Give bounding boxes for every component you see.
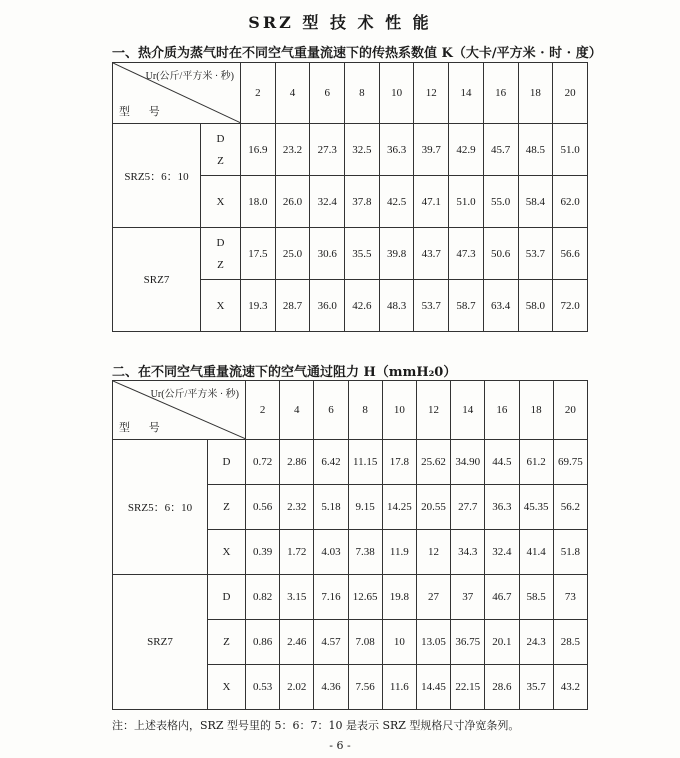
value-cell: 58.0 (518, 280, 553, 332)
type-cell: Z (208, 485, 246, 530)
value-cell: 30.6 (310, 228, 345, 280)
value-cell: 2.32 (280, 485, 314, 530)
value-cell: 35.7 (519, 665, 553, 710)
value-cell: 0.53 (246, 665, 280, 710)
value-cell: 4.57 (314, 620, 348, 665)
table-row (113, 575, 588, 620)
page-number: - 6 - (329, 739, 351, 752)
header-row (113, 381, 588, 440)
value-cell: 1.72 (280, 530, 314, 575)
value-cell: 0.39 (246, 530, 280, 575)
type-cell (201, 280, 241, 332)
table-row (113, 228, 588, 280)
value-cell: 12 (416, 530, 450, 575)
value-cell: 45.35 (519, 485, 553, 530)
value-cell: 39.7 (414, 124, 449, 176)
type-cell: D (208, 440, 246, 485)
value-cell: 34.3 (451, 530, 485, 575)
type-code: X (216, 195, 225, 208)
air-resistance-table (112, 380, 588, 710)
value-cell: 56.2 (553, 485, 587, 530)
section1-title: 一、热介质为蒸气时在不同空气重量流速下的传热系数值 K（大卡/平方米 · 时 · 度） (112, 46, 602, 61)
value-cell: 43.7 (414, 228, 449, 280)
speed-header: 14 (449, 63, 484, 124)
value-cell: 48.5 (518, 124, 553, 176)
heat-transfer-table (112, 62, 588, 332)
speed-header-label: Ur(公斤/平方米 · 秒) (145, 71, 234, 82)
value-cell: 50.6 (483, 228, 518, 280)
model-header-label: 型 号 (119, 422, 168, 434)
speed-header: 18 (519, 381, 553, 440)
value-cell: 7.08 (348, 620, 382, 665)
value-cell: 19.3 (241, 280, 276, 332)
value-cell: 0.86 (246, 620, 280, 665)
speed-header: 4 (280, 381, 314, 440)
value-cell: 47.1 (414, 176, 449, 228)
type-code: X (216, 299, 225, 312)
value-cell: 37 (451, 575, 485, 620)
value-cell: 35.5 (345, 228, 380, 280)
value-cell: 42.5 (379, 176, 414, 228)
type-code: D (216, 132, 225, 145)
value-cell: 53.7 (518, 228, 553, 280)
value-cell: 11.6 (382, 665, 416, 710)
speed-header-label: Ur(公斤/平方米 · 秒) (150, 389, 239, 400)
value-cell: 19.8 (382, 575, 416, 620)
diagonal-header-cell (113, 63, 241, 124)
value-cell: 2.02 (280, 665, 314, 710)
type-cell: Z (208, 620, 246, 665)
footnote: 注：上述表格内，SRZ 型号里的 5：6：7：10 是表示 SRZ 型规格尺寸净宽条列。 (112, 719, 520, 732)
value-cell: 55.0 (483, 176, 518, 228)
value-cell: 47.3 (449, 228, 484, 280)
value-cell: 7.56 (348, 665, 382, 710)
speed-header: 8 (345, 63, 380, 124)
value-cell: 24.3 (519, 620, 553, 665)
value-cell: 27 (416, 575, 450, 620)
value-cell: 36.0 (310, 280, 345, 332)
value-cell: 44.5 (485, 440, 519, 485)
model-name: SRZ5：6：10 (113, 124, 201, 228)
speed-header: 16 (485, 381, 519, 440)
type-cell: D (208, 575, 246, 620)
value-cell: 36.75 (451, 620, 485, 665)
value-cell: 72.0 (553, 280, 588, 332)
value-cell: 2.86 (280, 440, 314, 485)
type-code: D (216, 236, 225, 249)
value-cell: 51.8 (553, 530, 587, 575)
value-cell: 39.8 (379, 228, 414, 280)
value-cell: 20.55 (416, 485, 450, 530)
model-header-label: 型 号 (119, 106, 168, 118)
value-cell: 13.05 (416, 620, 450, 665)
type-cell: X (208, 530, 246, 575)
value-cell: 11.9 (382, 530, 416, 575)
value-cell: 42.6 (345, 280, 380, 332)
value-cell: 34.90 (451, 440, 485, 485)
value-cell: 42.9 (449, 124, 484, 176)
speed-header: 10 (382, 381, 416, 440)
value-cell: 32.5 (345, 124, 380, 176)
value-cell: 14.45 (416, 665, 450, 710)
speed-header: 4 (275, 63, 310, 124)
model-name: SRZ5：6：10 (113, 440, 208, 575)
value-cell: 58.5 (519, 575, 553, 620)
header-row (113, 63, 588, 124)
value-cell: 36.3 (485, 485, 519, 530)
value-cell: 28.6 (485, 665, 519, 710)
value-cell: 26.0 (275, 176, 310, 228)
value-cell: 53.7 (414, 280, 449, 332)
value-cell: 51.0 (553, 124, 588, 176)
value-cell: 27.3 (310, 124, 345, 176)
value-cell: 0.72 (246, 440, 280, 485)
value-cell: 17.5 (241, 228, 276, 280)
value-cell: 41.4 (519, 530, 553, 575)
value-cell: 46.7 (485, 575, 519, 620)
value-cell: 32.4 (485, 530, 519, 575)
value-cell: 25.62 (416, 440, 450, 485)
type-code: Z (217, 258, 224, 271)
speed-header: 6 (314, 381, 348, 440)
value-cell: 43.2 (553, 665, 587, 710)
value-cell: 73 (553, 575, 587, 620)
value-cell: 25.0 (275, 228, 310, 280)
value-cell: 45.7 (483, 124, 518, 176)
value-cell: 10 (382, 620, 416, 665)
value-cell: 63.4 (483, 280, 518, 332)
speed-header: 2 (246, 381, 280, 440)
speed-header: 8 (348, 381, 382, 440)
value-cell: 28.7 (275, 280, 310, 332)
speed-header: 20 (553, 63, 588, 124)
value-cell: 17.8 (382, 440, 416, 485)
type-code: Z (217, 154, 224, 167)
value-cell: 56.6 (553, 228, 588, 280)
table-row (113, 124, 588, 176)
value-cell: 14.25 (382, 485, 416, 530)
type-cell (201, 124, 241, 176)
value-cell: 4.36 (314, 665, 348, 710)
value-cell: 0.82 (246, 575, 280, 620)
type-cell (201, 176, 241, 228)
page-title: SRZ 型 技 术 性 能 (248, 13, 432, 32)
type-cell: X (208, 665, 246, 710)
type-cell (201, 228, 241, 280)
value-cell: 36.3 (379, 124, 414, 176)
speed-header: 16 (483, 63, 518, 124)
speed-header: 12 (416, 381, 450, 440)
value-cell: 51.0 (449, 176, 484, 228)
speed-header: 12 (414, 63, 449, 124)
value-cell: 12.65 (348, 575, 382, 620)
value-cell: 3.15 (280, 575, 314, 620)
value-cell: 32.4 (310, 176, 345, 228)
value-cell: 18.0 (241, 176, 276, 228)
value-cell: 5.18 (314, 485, 348, 530)
speed-header: 6 (310, 63, 345, 124)
value-cell: 16.9 (241, 124, 276, 176)
value-cell: 6.42 (314, 440, 348, 485)
section2-title: 二、在不同空气重量流速下的空气通过阻力 H（mmH₂0） (112, 365, 457, 380)
value-cell: 9.15 (348, 485, 382, 530)
value-cell: 28.5 (553, 620, 587, 665)
value-cell: 37.8 (345, 176, 380, 228)
value-cell: 48.3 (379, 280, 414, 332)
model-name: SRZ7 (113, 575, 208, 710)
value-cell: 22.15 (451, 665, 485, 710)
value-cell: 58.4 (518, 176, 553, 228)
speed-header: 20 (553, 381, 587, 440)
value-cell: 11.15 (348, 440, 382, 485)
speed-header: 14 (451, 381, 485, 440)
value-cell: 69.75 (553, 440, 587, 485)
model-name: SRZ7 (113, 228, 201, 332)
table-row (113, 440, 588, 485)
speed-header: 10 (379, 63, 414, 124)
value-cell: 20.1 (485, 620, 519, 665)
value-cell: 62.0 (553, 176, 588, 228)
value-cell: 23.2 (275, 124, 310, 176)
value-cell: 27.7 (451, 485, 485, 530)
speed-header: 18 (518, 63, 553, 124)
diagonal-header-cell (113, 381, 246, 440)
value-cell: 7.16 (314, 575, 348, 620)
value-cell: 61.2 (519, 440, 553, 485)
value-cell: 2.46 (280, 620, 314, 665)
value-cell: 4.03 (314, 530, 348, 575)
speed-header: 2 (241, 63, 276, 124)
value-cell: 58.7 (449, 280, 484, 332)
value-cell: 0.56 (246, 485, 280, 530)
value-cell: 7.38 (348, 530, 382, 575)
